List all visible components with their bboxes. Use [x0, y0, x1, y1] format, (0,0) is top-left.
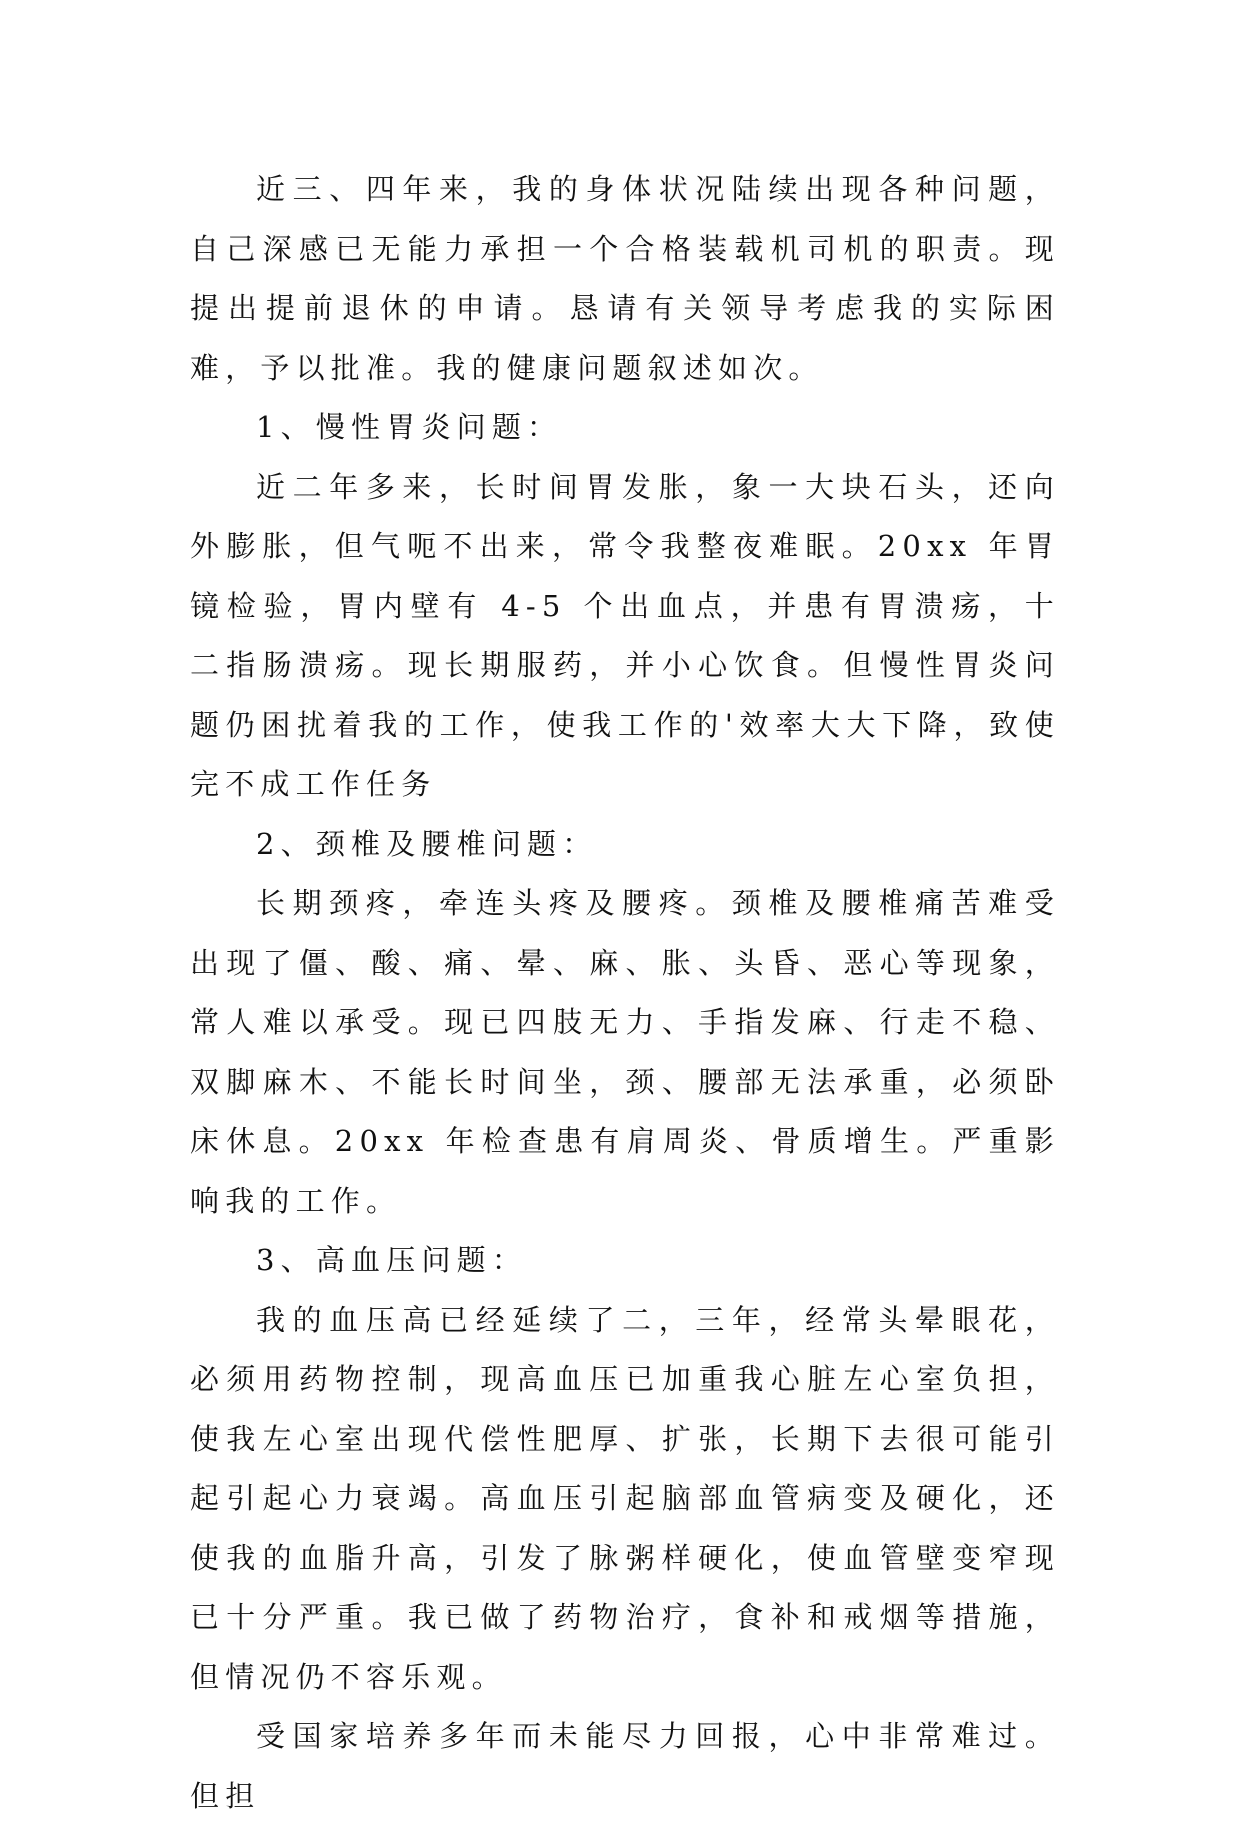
section-heading-spine: 2、颈椎及腰椎问题：	[256, 826, 598, 861]
document-body	[190, 160, 1060, 1826]
spine-paragraph: 长期颈疼，牵连头疼及腰疼。颈椎及腰椎痛苦难受出现了僵、酸、痛、晕、麻、胀、头昏、恶心等现象，常人难以承受。现已四肢无力、手指发麻、行走不稳、双脚麻木、不能长时间坐，颈、腰部无法承重，必须卧床休息。20xx 年检查患有肩周炎、骨质增生。严重影响我的工作。	[190, 886, 1060, 1218]
hypertension-paragraph: 我的血压高已经延续了二，三年，经常头晕眼花，必须用药物控制，现高血压已加重我心脏左心室负担，使我左心室出现代偿性肥厚、扩张，长期下去很可能引起引起心力衰竭。高血压引起脑部血管病变及硬化，还使我的血脂升高，引发了脉粥样硬化，使血管壁变窄现已十分严重。我已做了药物治疗，食补和戒烟等措施，但情况仍不容乐观。	[190, 1302, 1060, 1694]
gastritis-paragraph: 近二年多来，长时间胃发胀，象一大块石头，还向外膨胀，但气呃不出来，常令我整夜难眠。20xx 年胃镜检验，胃内壁有 4-5 个出血点，并患有胃溃疡，十二指肠溃疡。现长期服药，并小心饮食。但慢性胃炎问题仍困扰着我的工作，使我工作的'效率大大下降，致使完不成工作任务	[190, 469, 1060, 801]
intro-paragraph: 近三、四年来，我的身体状况陆续出现各种问题，自己深感已无能力承担一个合格装载机司机的职责。现提出提前退休的申请。恳请有关领导考虑我的实际困难，予以批准。我的健康问题叙述如次。	[190, 172, 1060, 385]
section-heading-gastritis: 1、慢性胃炎问题：	[256, 410, 563, 444]
section-heading-hypertension: 3、高血压问题：	[256, 1243, 528, 1277]
closing-paragraph: 受国家培养多年而未能尽力回报，心中非常难过。但担	[190, 1719, 1060, 1813]
